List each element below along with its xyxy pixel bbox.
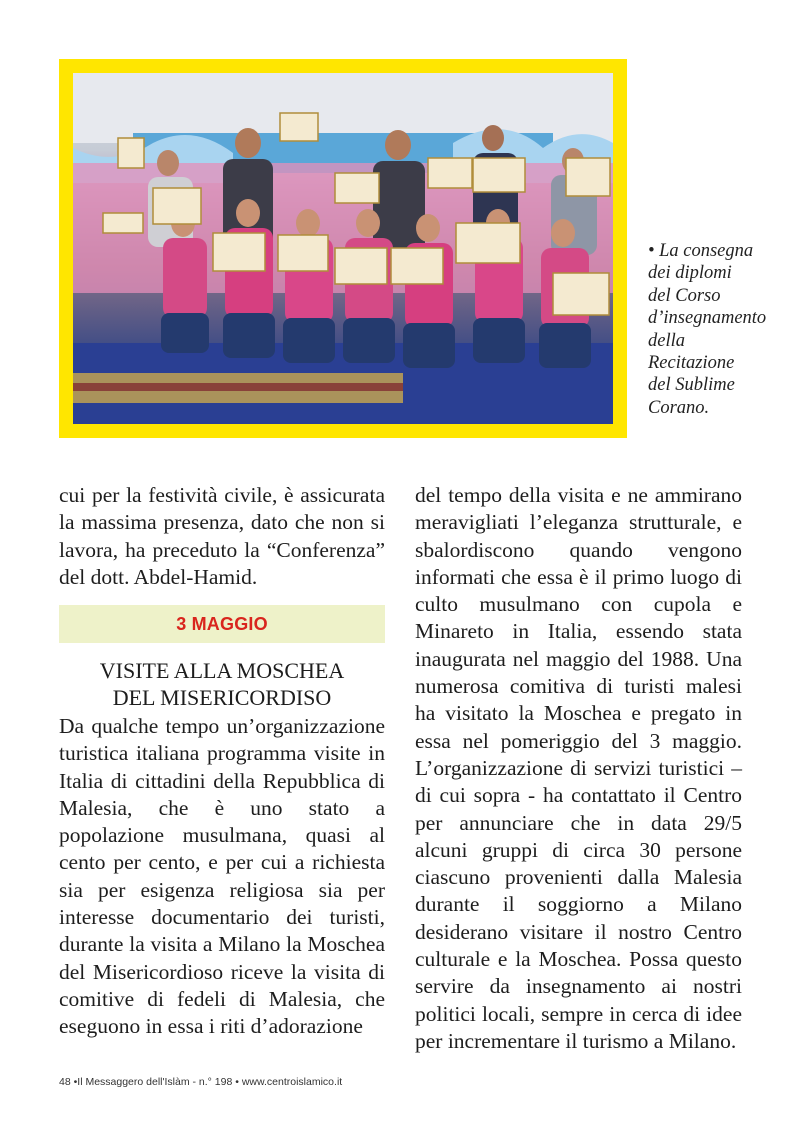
page-number: 48 [59, 1076, 74, 1088]
paragraph: Da qualche tempo un’organizzazione turistica italiana programma visite in Italia di cittadini della Repubblica di Malesia, che è uno stato a popolazione musulmana, quasi al cento per cento, e per cui a richiesta sia per esigenza religiosa sia per interesse documentario dei turisti, durante la visita a Milano la Moschea del Misericordioso riceve la visita di comitive di fedeli di Malesia, che eseguono in essa i riti d’adorazione [59, 714, 385, 1039]
photo-frame [59, 59, 627, 438]
section-title-line-2: DEL MISERICORDISO [112, 685, 332, 710]
date-band [59, 605, 385, 643]
paragraph: del tempo della visita e ne ammirano meravigliati l’eleganza strutturale, e sbalordiscono quando vengono informati che essa è il primo luogo di culto musulmano con cupola e Minareto in Italia, essendo stata inaugurata nel maggio del 1988. Una numerosa comitiva di turisti malesi ha visitato la Moschea e pregato in essa nel pomeriggio del 3 maggio. L’organizzazione di servizi turistici – di cui sopra - ha contattato il Centro per annunciare che in data 29/5 alcuni gruppi di circa 30 persone ciascuno provenienti dalla Malesia durante il soggiorno a Milano desiderano visitare il nostro Centro culturale e la Moschea. Possa questo servire da insegnamento ai nostri politici locali, sempre in cerca di idee per incrementare il turismo a Milano. [415, 483, 742, 1053]
right-column [415, 482, 742, 1055]
publication-name: •Il Messaggero dell'Islàm - n.° 198 • [73, 1076, 242, 1088]
section-title-line-1: VISITE ALLA MOSCHEA [99, 658, 345, 683]
left-column-body [59, 713, 385, 1041]
page-footer [59, 1076, 342, 1088]
photo-of-diploma-ceremony-icon [73, 73, 613, 424]
ceremony-photo [73, 73, 613, 424]
section-title [59, 657, 385, 711]
photo-caption: • La consegna dei diplomi del Corso d’insegnamento della Recitazione del Sublime Corano. [648, 241, 767, 418]
paragraph: cui per la festività civile, è assicurata la massima presenza, dato che non si lavora, ha preceduto la “Conferenza” del dott. Abdel-Hamid. [59, 483, 385, 589]
left-column-top [59, 482, 385, 591]
website-link[interactable]: www.centroislamico.it [241, 1076, 343, 1088]
date-label: 3 MAGGIO [176, 613, 268, 634]
